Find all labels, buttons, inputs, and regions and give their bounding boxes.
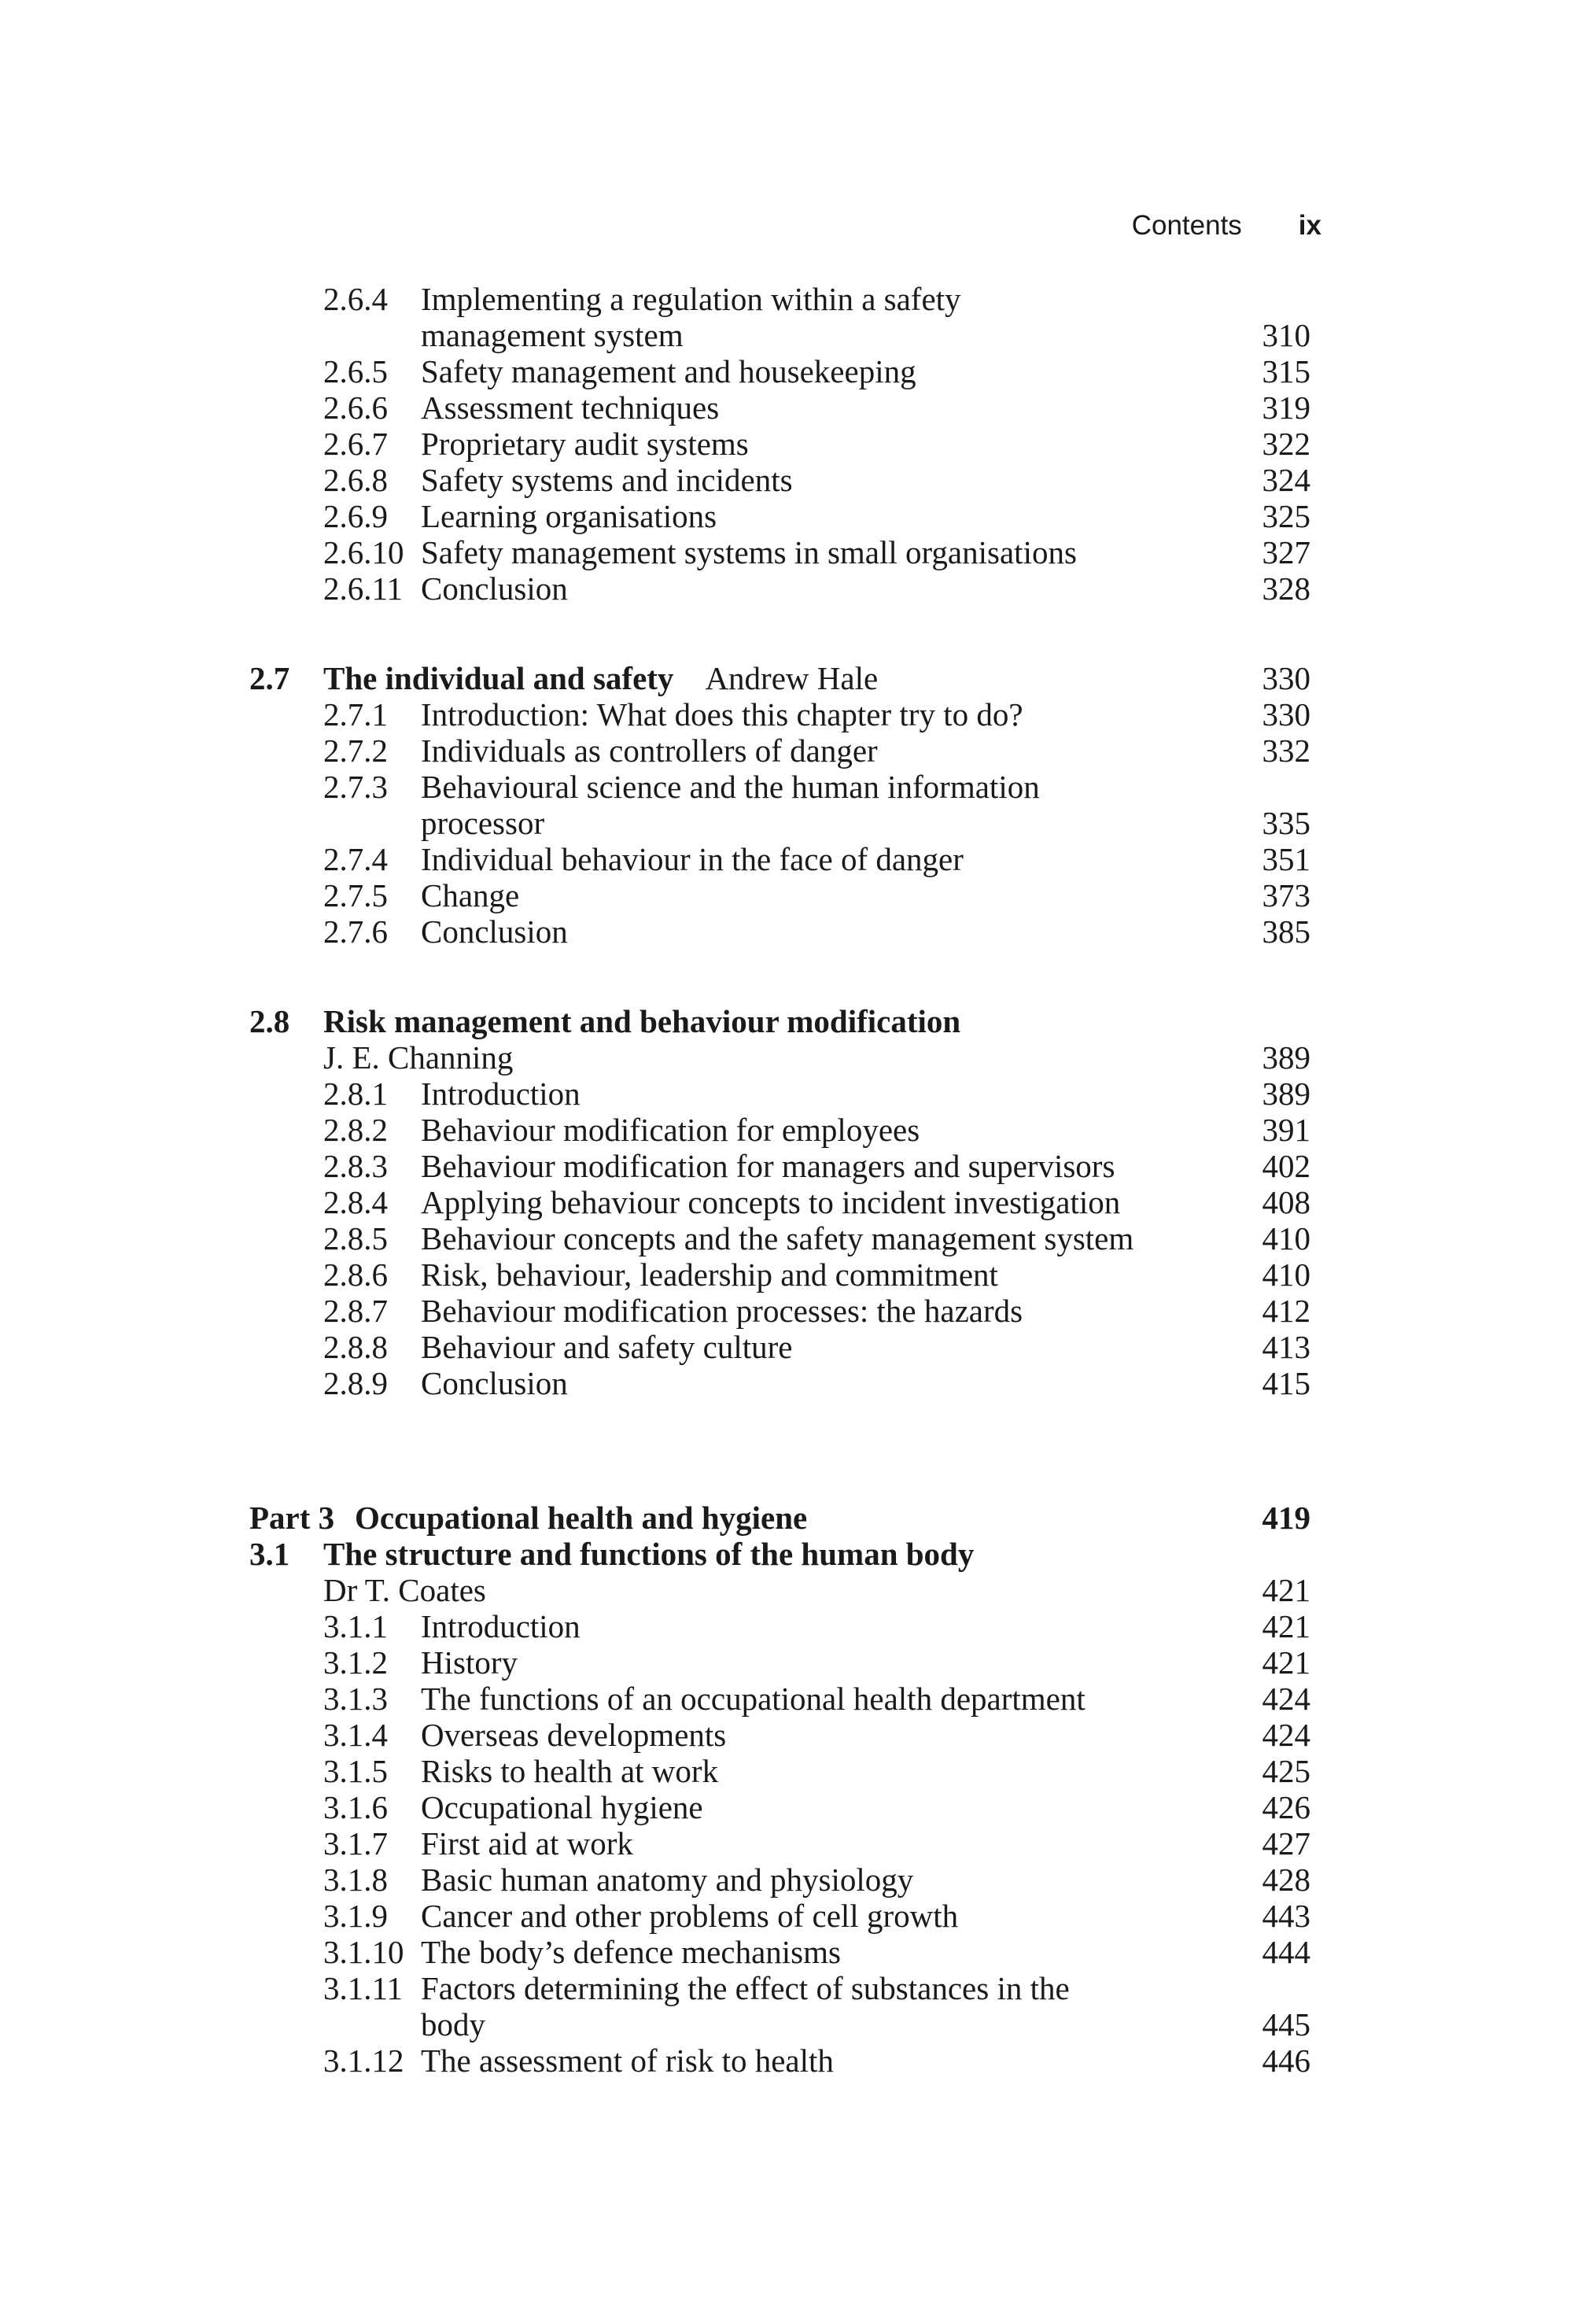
section-number: 3.1: [249, 1536, 290, 1572]
entry-title: Introduction: [421, 1076, 581, 1112]
toc-entry-2-8-5: [323, 1220, 1310, 1256]
toc-entry-2-7-4: [323, 841, 1310, 877]
toc-entry-2-6-9: [323, 498, 1310, 534]
page-folio: ix: [1298, 210, 1321, 241]
entry-number: 2.8.4: [323, 1184, 388, 1220]
section-number: 2.7: [249, 660, 290, 696]
entry-page: 402: [1262, 1148, 1310, 1184]
entry-number: 2.6.6: [323, 389, 388, 426]
section-page: 421: [1262, 1572, 1310, 1608]
entry-title: Safety management systems in small organisations: [421, 534, 1077, 570]
entry-number: 2.8.2: [323, 1112, 388, 1148]
entry-title: Safety management and housekeeping: [421, 353, 916, 389]
entry-number: 2.6.5: [323, 353, 388, 389]
entry-number: 3.1.11: [323, 1970, 403, 2006]
entry-page: 413: [1262, 1329, 1310, 1365]
toc-entry-2-8-8: [323, 1329, 1310, 1365]
section-title: Risk management and behaviour modification: [323, 1003, 961, 1039]
entry-page: 327: [1262, 534, 1310, 570]
entry-page: 412: [1262, 1293, 1310, 1329]
entry-title: Cancer and other problems of cell growth: [421, 1898, 959, 1934]
entry-title: Assessment techniques: [421, 389, 720, 426]
toc-entry-3-1-12: [323, 2042, 1310, 2079]
entry-page: 444: [1262, 1934, 1310, 1970]
section-author: J. E. Channing: [323, 1039, 514, 1076]
toc-entry-2-6-6: [323, 389, 1310, 426]
entry-title: The body’s defence mechanisms: [421, 1934, 841, 1970]
entry-page: 322: [1262, 426, 1310, 462]
toc-entry-2-8-2: [323, 1112, 1310, 1148]
entry-title: The assessment of risk to health: [421, 2042, 834, 2079]
toc-entry-3-1-8: [323, 1862, 1310, 1898]
toc-entry-3-1-10: [323, 1934, 1310, 1970]
entry-number: 2.8.6: [323, 1256, 388, 1293]
entry-number: 2.8.8: [323, 1329, 388, 1365]
toc-entry-2-7-6: [323, 913, 1310, 950]
entry-page: 408: [1262, 1184, 1310, 1220]
toc-entry-3-1-2: [323, 1644, 1310, 1681]
toc-entry-2-6-5: [323, 353, 1310, 389]
entry-number: 3.1.1: [323, 1608, 388, 1644]
entry-title-continuation: management system: [421, 317, 684, 353]
entry-number: 2.6.4: [323, 281, 388, 317]
entry-title: Occupational hygiene: [421, 1789, 703, 1825]
entry-page: 391: [1262, 1112, 1310, 1148]
entry-number: 3.1.2: [323, 1644, 388, 1681]
entry-title: Implementing a regulation within a safety: [421, 281, 961, 317]
entry-title: First aid at work: [421, 1825, 633, 1862]
entry-number: 2.7.6: [323, 913, 388, 950]
entry-title: Conclusion: [421, 570, 568, 607]
entry-title: Behaviour concepts and the safety management system: [421, 1220, 1134, 1256]
entry-page: 425: [1262, 1753, 1310, 1789]
entry-title: Safety systems and incidents: [421, 462, 793, 498]
toc-entry-2-8-9: [323, 1365, 1310, 1401]
entry-page: 428: [1262, 1862, 1310, 1898]
toc-entry-2-8-1: [323, 1076, 1310, 1112]
entry-page: 310: [1262, 317, 1310, 353]
entry-title: Proprietary audit systems: [421, 426, 749, 462]
toc-entry-2-6-8: [323, 462, 1310, 498]
entry-number: 3.1.10: [323, 1934, 404, 1970]
entry-title: Factors determining the effect of substances in the: [421, 1970, 1070, 2006]
entry-title: Behaviour modification processes: the hazards: [421, 1293, 1023, 1329]
entry-title: Introduction: [421, 1608, 581, 1644]
entry-title: Behavioural science and the human information: [421, 769, 1040, 805]
toc-entry-2-7-2: [323, 732, 1310, 769]
toc-entry-3-1-6: [323, 1789, 1310, 1825]
entry-page: 351: [1262, 841, 1310, 877]
entry-title: Applying behaviour concepts to incident investigation: [421, 1184, 1121, 1220]
entry-number: 2.8.1: [323, 1076, 388, 1112]
toc-entry-3-1-1: [323, 1608, 1310, 1644]
section-number: 2.8: [249, 1003, 290, 1039]
entry-page: 330: [1262, 696, 1310, 732]
entry-title: Conclusion: [421, 913, 568, 950]
entry-page: 446: [1262, 2042, 1310, 2079]
toc-entry-3-1-4: [323, 1717, 1310, 1753]
section-title: The individual and safety: [323, 660, 674, 696]
entry-page: 415: [1262, 1365, 1310, 1401]
entry-page: 426: [1262, 1789, 1310, 1825]
entry-number: 2.8.9: [323, 1365, 388, 1401]
entry-page: 424: [1262, 1681, 1310, 1717]
toc-entry-3-1-11-cont: [323, 2006, 1310, 2042]
toc-entry-2-6-11: [323, 570, 1310, 607]
entry-page: 373: [1262, 877, 1310, 913]
entry-title: History: [421, 1644, 518, 1681]
entry-number: 3.1.9: [323, 1898, 388, 1934]
entry-title: Risk, behaviour, leadership and commitment: [421, 1256, 998, 1293]
entry-number: 3.1.5: [323, 1753, 388, 1789]
entry-title: Risks to health at work: [421, 1753, 719, 1789]
entry-page: 410: [1262, 1220, 1310, 1256]
entry-title: Behaviour modification for managers and supervisors: [421, 1148, 1115, 1184]
entry-page: 332: [1262, 732, 1310, 769]
entry-number: 2.6.9: [323, 498, 388, 534]
toc-entry-2-6-7: [323, 426, 1310, 462]
entry-number: 2.7.4: [323, 841, 388, 877]
entry-title: Behaviour modification for employees: [421, 1112, 920, 1148]
part-label: Part 3: [249, 1500, 335, 1536]
section-title: The structure and functions of the human body: [323, 1536, 975, 1572]
entry-number: 2.7.5: [323, 877, 388, 913]
toc-section-2-7: [249, 660, 1310, 696]
entry-number: 3.1.12: [323, 2042, 404, 2079]
entry-title: Overseas developments: [421, 1717, 727, 1753]
entry-title: Basic human anatomy and physiology: [421, 1862, 914, 1898]
entry-number: 2.8.7: [323, 1293, 388, 1329]
entry-page: 443: [1262, 1898, 1310, 1934]
entry-page: 385: [1262, 913, 1310, 950]
entry-page: 421: [1262, 1608, 1310, 1644]
entry-page: 324: [1262, 462, 1310, 498]
entry-page: 328: [1262, 570, 1310, 607]
entry-number: 2.7.3: [323, 769, 388, 805]
entry-title: Learning organisations: [421, 498, 717, 534]
entry-page: 410: [1262, 1256, 1310, 1293]
entry-page: 335: [1262, 805, 1310, 841]
entry-page: 424: [1262, 1717, 1310, 1753]
entry-page: 427: [1262, 1825, 1310, 1862]
toc-entry-2-6-4-cont: [323, 317, 1310, 353]
toc-entry-2-8-6: [323, 1256, 1310, 1293]
entry-title-continuation: body: [421, 2006, 485, 2042]
entry-title: Individual behaviour in the face of danger: [421, 841, 964, 877]
toc-entry-2-7-1: [323, 696, 1310, 732]
toc-part-3: [249, 1500, 1310, 1536]
toc-entry-2-8-7: [323, 1293, 1310, 1329]
toc-section-2-8-author: [323, 1039, 1310, 1076]
entry-title-continuation: processor: [421, 805, 545, 841]
toc-entry-2-7-3-cont: [323, 805, 1310, 841]
toc-entry-2-6-4: [323, 281, 1310, 317]
section-author: Andrew Hale: [705, 660, 879, 696]
entry-number: 2.7.2: [323, 732, 388, 769]
entry-page: 389: [1262, 1076, 1310, 1112]
entry-number: 2.8.3: [323, 1148, 388, 1184]
entry-number: 3.1.6: [323, 1789, 388, 1825]
entry-title: Conclusion: [421, 1365, 568, 1401]
running-head: [944, 206, 1321, 245]
entry-number: 2.6.11: [323, 570, 403, 607]
entry-title: Change: [421, 877, 520, 913]
entry-page: 319: [1262, 389, 1310, 426]
toc-entry-3-1-9: [323, 1898, 1310, 1934]
entry-number: 3.1.3: [323, 1681, 388, 1717]
toc-section-3-1: [249, 1536, 1310, 1572]
entry-number: 2.6.10: [323, 534, 404, 570]
toc-section-3-1-author: [323, 1572, 1310, 1608]
entry-title: The functions of an occupational health department: [421, 1681, 1086, 1717]
entry-title: Behaviour and safety culture: [421, 1329, 793, 1365]
part-title: Occupational health and hygiene: [355, 1500, 808, 1536]
entry-number: 3.1.7: [323, 1825, 388, 1862]
toc-entry-3-1-3: [323, 1681, 1310, 1717]
entry-page: 325: [1262, 498, 1310, 534]
entry-title: Introduction: What does this chapter try to do?: [421, 696, 1023, 732]
toc-entry-2-8-4: [323, 1184, 1310, 1220]
toc-entry-3-1-5: [323, 1753, 1310, 1789]
entry-number: 3.1.4: [323, 1717, 388, 1753]
toc-entry-3-1-7: [323, 1825, 1310, 1862]
entry-page: 315: [1262, 353, 1310, 389]
toc-entry-2-6-10: [323, 534, 1310, 570]
toc-section-2-8: [249, 1003, 1310, 1039]
running-head-label: Contents: [1131, 210, 1242, 241]
entry-title: Individuals as controllers of danger: [421, 732, 878, 769]
toc-entry-2-7-3: [323, 769, 1310, 805]
entry-number: 2.6.8: [323, 462, 388, 498]
section-page: 330: [1262, 660, 1310, 696]
toc-entry-3-1-11: [323, 1970, 1310, 2006]
toc-entry-2-7-5: [323, 877, 1310, 913]
section-page: 389: [1262, 1039, 1310, 1076]
entry-number: 2.7.1: [323, 696, 388, 732]
part-page: 419: [1262, 1500, 1310, 1536]
entry-number: 2.8.5: [323, 1220, 388, 1256]
entry-page: 421: [1262, 1644, 1310, 1681]
section-author: Dr T. Coates: [323, 1572, 486, 1608]
entry-page: 445: [1262, 2006, 1310, 2042]
entry-number: 2.6.7: [323, 426, 388, 462]
toc-entry-2-8-3: [323, 1148, 1310, 1184]
entry-number: 3.1.8: [323, 1862, 388, 1898]
